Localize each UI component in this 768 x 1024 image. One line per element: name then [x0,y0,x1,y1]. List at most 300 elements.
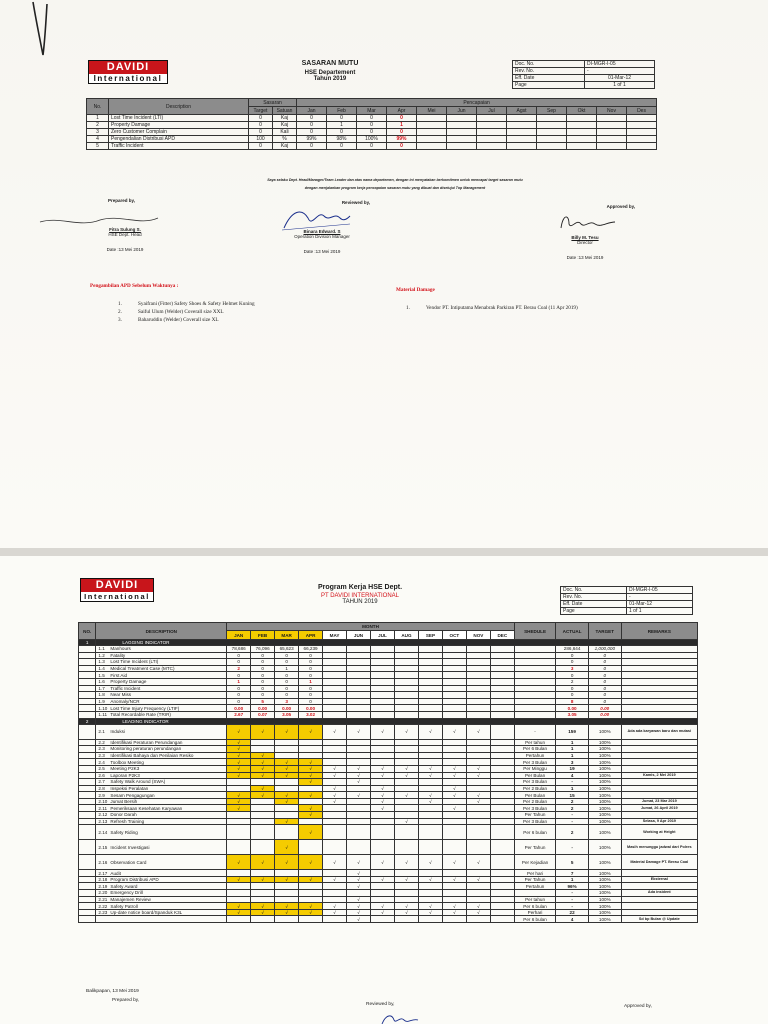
document-title: Program Kerja HSE Dept. PT DAVIDI INTERNATIONAL TAHUN 2019 [317,584,403,605]
row-month-empty [347,840,371,855]
row-month-empty [490,724,514,739]
row-description: 1.5 First Aid [96,672,227,679]
row-month-empty [394,752,418,759]
row-month-empty [490,711,514,718]
row-description: 1.9 Anomaly/NCR [96,698,227,705]
row-satuan: % [273,136,297,143]
row-month-empty [371,672,395,679]
check-mark: √ [466,855,490,870]
row-actual: 8 [556,698,589,705]
row-month-value: 0 [251,659,275,666]
row-month-value: 0 [357,129,387,136]
row-remarks: Jumat, 23 Mar 2019 [621,798,697,805]
check-mark: √ [251,903,275,910]
row-month-empty [418,883,442,890]
row-shedule: Per 3 Bulan [514,805,555,812]
pen-mark-icon [30,0,50,60]
row-month-empty [275,739,299,746]
check-mark: √ [418,876,442,883]
row-month-empty [447,115,477,122]
sasaran-row [87,122,657,129]
row-month-empty [347,692,371,699]
check-mark: √ [347,903,371,910]
row-month-empty [323,752,347,759]
row-shedule: Per Kejadian [514,855,555,870]
row-month-empty [418,840,442,855]
row-shedule: Per tahun [514,739,555,746]
row-month-empty [418,805,442,812]
row-month-empty [466,916,490,923]
check-mark: √ [227,765,251,772]
row-month-empty [490,870,514,877]
row-month-empty [627,136,657,143]
check-mark: √ [442,903,466,910]
row-month-empty [394,711,418,718]
row-target: 100% [588,772,621,779]
row-month-empty [466,890,490,897]
row-actual: 96% [556,883,589,890]
row-remarks [621,779,697,786]
check-mark: √ [371,772,395,779]
leading-row [79,798,698,805]
row-month-empty [442,779,466,786]
row-description: 1.6 Property Damage [96,678,227,685]
row-month-empty [394,672,418,679]
row-description: Traffic Incident [109,143,249,150]
check-mark: √ [442,909,466,916]
row-month-empty [227,818,251,825]
check-mark: √ [418,724,442,739]
row-target: 100% [588,798,621,805]
check-mark: √ [466,798,490,805]
row-no-empty [79,825,96,840]
note-item: 1. Syaifrani (Fitter) Safety Shoes & Safety Helmet Kuning [118,301,255,307]
check-mark: √ [394,818,418,825]
row-month-empty [371,818,395,825]
row-month-empty [442,840,466,855]
row-month-value: 0 [299,659,323,666]
row-target: 0 [588,692,621,699]
lagging-row [79,685,698,692]
row-month-empty [394,659,418,666]
row-month-value: 0 [251,678,275,685]
sasaran-row [87,136,657,143]
row-month-empty [418,698,442,705]
document-title: SASARAN MUTU HSE Departement Tahun 2019 [301,60,359,82]
row-no-empty [79,890,96,897]
row-month-empty [371,840,395,855]
row-remarks [621,812,697,819]
row-month-empty [418,916,442,923]
month-jan: Jan [297,107,327,115]
row-month-empty [323,812,347,819]
row-month-empty [490,825,514,840]
check-mark: √ [418,909,442,916]
month-header-aug: AUG [394,631,418,640]
row-month-empty [227,883,251,890]
row-month-empty [251,916,275,923]
row-shedule [514,890,555,897]
row-satuan: Kali [273,129,297,136]
row-month-empty [490,855,514,870]
row-month-value: 0 [299,652,323,659]
row-remarks: Material Damage PT. Berau Coal [621,855,697,870]
row-remarks-empty [621,659,697,666]
row-month-empty [418,818,442,825]
check-mark: √ [371,805,395,812]
row-month-empty [299,739,323,746]
row-month-empty [227,785,251,792]
month-header-sep: SEP [418,631,442,640]
row-month-empty [299,883,323,890]
row-month-empty [490,916,514,923]
page-gap [0,548,768,556]
check-mark: √ [275,759,299,766]
row-month-empty [227,779,251,786]
row-month-empty [442,825,466,840]
row-shedule: Per 3 Bulan [514,759,555,766]
row-description: 1.4 Medical Treatment Case (MTC) [96,665,227,672]
row-actual: 15 [556,792,589,799]
row-month-value: 0 [299,685,323,692]
doc-info-value: 01-Mar-12 [585,75,655,82]
row-month-empty [466,759,490,766]
check-mark: √ [323,798,347,805]
row-month-empty [597,136,627,143]
check-mark: √ [347,855,371,870]
row-month-empty [371,746,395,753]
check-mark: √ [251,792,275,799]
row-no-empty [79,692,96,699]
row-shedule: Pertahun [514,752,555,759]
row-no: 5 [87,143,109,150]
row-month-empty [507,129,537,136]
row-month-empty [394,685,418,692]
row-month-value: 0 [327,115,357,122]
row-no-empty [79,883,96,890]
row-month-value: 1 [299,678,323,685]
row-month-empty [371,890,395,897]
leading-row [79,785,698,792]
row-actual: 0 [556,659,589,666]
row-target: 0.00 [588,711,621,718]
row-month-empty [507,136,537,143]
row-month-empty [442,711,466,718]
row-month-empty [371,752,395,759]
row-month-value: 0 [357,115,387,122]
row-target: 0 [249,143,273,150]
row-month-empty [347,698,371,705]
row-shedule: Per 2 Bulan [514,798,555,805]
row-month-empty [418,896,442,903]
row-description: 2.16 Observation Card [96,855,227,870]
header-month: MONTH [227,623,515,631]
row-no: 2 [87,122,109,129]
row-actual: 286,644 [556,646,589,653]
leading-row [79,825,698,840]
row-description: 1.8 Near Miss [96,692,227,699]
row-month-empty [490,883,514,890]
row-month-empty [371,705,395,712]
header-actual: ACTUAL [556,623,589,640]
row-target: 100% [588,739,621,746]
row-target: 0 [249,122,273,129]
row-target: 0 [249,115,273,122]
row-no-empty [79,765,96,772]
row-month-empty [418,746,442,753]
note-item: 1. Vendor PT. Intiputama Menabrak Parkiran PT. Berau Coal (11 Apr 2019) [406,305,578,311]
check-mark: √ [275,792,299,799]
row-month-empty [490,909,514,916]
check-mark: √ [275,903,299,910]
row-month-empty [567,115,597,122]
row-shedule-empty [514,665,555,672]
row-actual: 1 [556,876,589,883]
check-mark: √ [227,772,251,779]
row-no-empty [79,652,96,659]
row-month-empty [466,870,490,877]
lagging-row [79,698,698,705]
row-month-empty [275,870,299,877]
row-month-empty [323,685,347,692]
month-mar: Mar [357,107,387,115]
row-month-empty [347,818,371,825]
row-shedule-empty [514,659,555,666]
sasaran-row [87,143,657,150]
row-description: 2.4 Toolbox Meeting [96,759,227,766]
row-month-empty [251,825,275,840]
row-target: 100% [588,825,621,840]
row-month-empty [347,746,371,753]
row-target: 0 [588,665,621,672]
row-target: 100% [588,746,621,753]
row-month-empty [275,825,299,840]
row-month-empty [275,752,299,759]
check-mark: √ [275,798,299,805]
month-header-dec: DEC [490,631,514,640]
row-month-empty [490,785,514,792]
header-remarks: REMARKS [621,623,697,640]
row-month-empty [371,685,395,692]
header-sasaran: Sasaran [249,99,297,107]
row-month-value: 0.00 [227,705,251,712]
row-month-empty [490,903,514,910]
row-month-empty [442,818,466,825]
check-mark: √ [371,765,395,772]
row-no: 4 [87,136,109,143]
row-month-empty [394,779,418,786]
row-month-empty [418,711,442,718]
row-month-empty [371,883,395,890]
row-month-empty [347,759,371,766]
row-month-value: 100% [357,136,387,143]
row-no-empty [79,916,96,923]
row-month-empty [490,752,514,759]
section-no: 1 [79,640,96,646]
row-month-empty [490,772,514,779]
row-month-empty [323,759,347,766]
row-month-empty [394,678,418,685]
row-month-value: 0 [227,685,251,692]
row-month-empty [418,870,442,877]
row-actual: 2 [556,798,589,805]
footer-approved: Approved by, [624,1004,652,1009]
lagging-row [79,652,698,659]
row-month-empty [323,711,347,718]
check-mark: √ [323,855,347,870]
row-target: 100% [588,812,621,819]
row-month-empty [490,896,514,903]
row-month-empty [275,805,299,812]
row-no-empty [79,672,96,679]
row-shedule-empty [514,698,555,705]
row-month-empty [490,798,514,805]
company-logo: DAVIDI International [80,578,154,602]
row-month-value: 0 [251,665,275,672]
check-mark: √ [227,798,251,805]
check-mark: √ [347,876,371,883]
check-mark: √ [227,759,251,766]
row-month-empty [466,698,490,705]
row-month-empty [371,665,395,672]
row-shedule: Per 2 Bulan [514,785,555,792]
row-month-empty [394,916,418,923]
row-description: 2.3 Monitoring peraturan perundangan [96,746,227,753]
lagging-row [79,646,698,653]
row-no-empty [79,724,96,739]
check-mark: √ [227,876,251,883]
check-mark: √ [299,876,323,883]
row-month-empty [323,896,347,903]
row-target: 100% [588,785,621,792]
row-month-empty [275,896,299,903]
check-mark: √ [275,772,299,779]
check-mark: √ [442,772,466,779]
month-sep: Sep [537,107,567,115]
row-month-empty [323,818,347,825]
row-shedule: Per 3 Bulan [514,818,555,825]
check-mark: √ [466,772,490,779]
doc-info-value: DI-MGR-I-05 [627,587,693,594]
row-month-empty [323,739,347,746]
check-mark: √ [323,772,347,779]
row-month-empty [417,129,447,136]
leading-row [79,903,698,910]
check-mark: √ [394,765,418,772]
row-month-empty [490,698,514,705]
row-month-empty [477,115,507,122]
header-target: Target [249,107,273,115]
row-target: 100% [588,765,621,772]
row-month-empty [442,739,466,746]
row-month-empty [466,692,490,699]
row-month-empty [537,136,567,143]
row-target: 100% [588,883,621,890]
section-no: 2 [79,718,96,724]
row-shedule: Pertahun [514,883,555,890]
row-month-empty [323,678,347,685]
doc-info-label: Eff. Date [561,601,627,608]
row-month-empty [477,136,507,143]
check-mark: √ [466,724,490,739]
row-target: 100% [588,792,621,799]
row-month-value: 0 [275,659,299,666]
row-month-value: 99% [297,136,327,143]
row-actual: 19 [556,765,589,772]
row-month-empty [227,825,251,840]
commitment-statement: Saya selaku Dept. Head/Manager/Team Leader dan atas nama departemen, dengan ini menyatakan berkomitmen untuk mencapai target sasaran mutu dengan menjalankan program kerja pencapaian sasaran mutu yang dibuat dan disetujui Top Management [267,178,523,190]
row-month-empty [347,705,371,712]
row-target: 0 [588,652,621,659]
row-month-value: 0 [275,672,299,679]
month-jul: Jul [477,107,507,115]
leading-row [79,890,698,897]
row-actual: 0 [556,692,589,699]
row-month-empty [490,685,514,692]
check-mark: √ [442,785,466,792]
row-month-empty [299,870,323,877]
row-remarks: Selasa, 9 Apr 2019 [621,818,697,825]
row-target: 0 [588,678,621,685]
row-month-value: 0 [275,652,299,659]
row-month-empty [394,698,418,705]
check-mark: √ [323,765,347,772]
notes-material-damage: Material Damage 1. Vendor PT. Intiputama Menabrak Parkiran PT. Berau Coal (11 Apr 2019) [396,287,696,311]
row-remarks-empty [621,646,697,653]
row-month-value: 0 [275,685,299,692]
row-month-empty [275,883,299,890]
row-month-value: 2 [227,665,251,672]
row-target: 0 [588,698,621,705]
row-description: Property Damage [109,122,249,129]
row-month-empty [323,659,347,666]
check-mark: √ [251,772,275,779]
check-mark: √ [394,724,418,739]
check-mark: √ [299,792,323,799]
check-mark: √ [275,818,299,825]
header-shedule: SHEDULE [514,623,555,640]
row-month-empty [418,779,442,786]
month-header-jan: JAN [227,631,251,640]
row-description: Pengendalian Distribusi APD [109,136,249,143]
row-no: 3 [87,129,109,136]
row-shedule-empty [514,711,555,718]
row-month-value: 0 [299,665,323,672]
row-month-empty [371,652,395,659]
row-month-empty [490,792,514,799]
row-month-empty [490,652,514,659]
row-remarks-empty [621,698,697,705]
row-month-empty [394,896,418,903]
row-shedule: Per Tahun [514,876,555,883]
check-mark: √ [394,876,418,883]
row-month-empty [466,685,490,692]
check-mark: √ [251,876,275,883]
month-feb: Feb [327,107,357,115]
doc-info-table [512,60,655,89]
row-actual: 4 [556,772,589,779]
row-no-empty [79,698,96,705]
row-month-value: 0 [251,672,275,679]
row-month-empty [466,665,490,672]
row-no-empty [79,772,96,779]
row-remarks [621,903,697,910]
row-no-empty [79,746,96,753]
check-mark: √ [466,909,490,916]
row-target: 100% [588,903,621,910]
row-actual: 7 [556,870,589,877]
row-target: 100% [588,896,621,903]
